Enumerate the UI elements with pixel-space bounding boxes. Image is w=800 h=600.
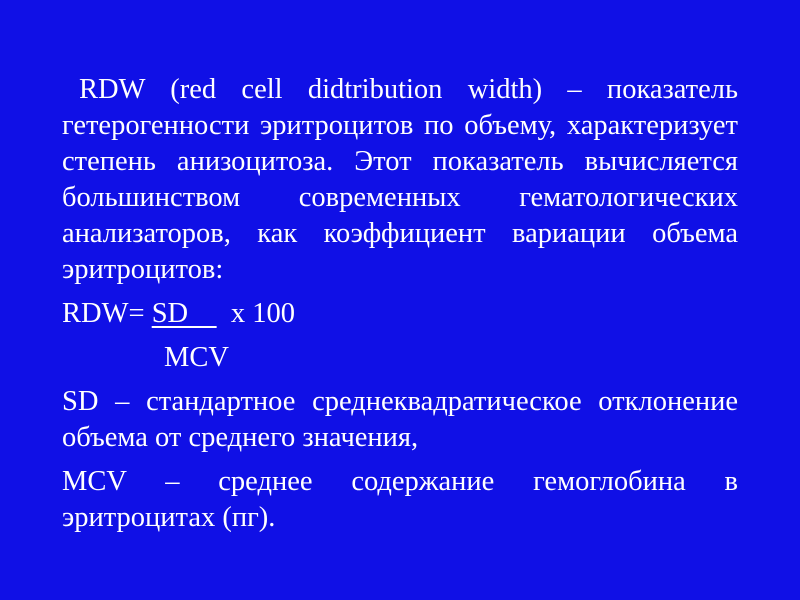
mcv-definition-paragraph: MCV – среднее содержание гемоглобина в эритроцитах (пг). — [62, 466, 738, 533]
slide-content — [62, 72, 738, 544]
rdw-description-paragraph: RDW (red cell didtribution width) – показатель гетерогенности эритроцитов по объему, характеризует степень анизоцитоза. Этот показатель вычисляется большинством современных гематологических анализаторов, как коэффициент вариации объема эритроцитов: — [62, 74, 738, 285]
rdw-formula — [62, 296, 738, 332]
formula-denominator: MCV — [164, 342, 229, 373]
formula-lhs: RDW= — [62, 298, 152, 329]
formula-numerator: SD — [151, 298, 217, 329]
sd-definition-paragraph: SD – стандартное среднеквадратическое отклонение объема от среднего значения, — [62, 386, 738, 453]
formula-multiplier: x 100 — [216, 298, 296, 329]
